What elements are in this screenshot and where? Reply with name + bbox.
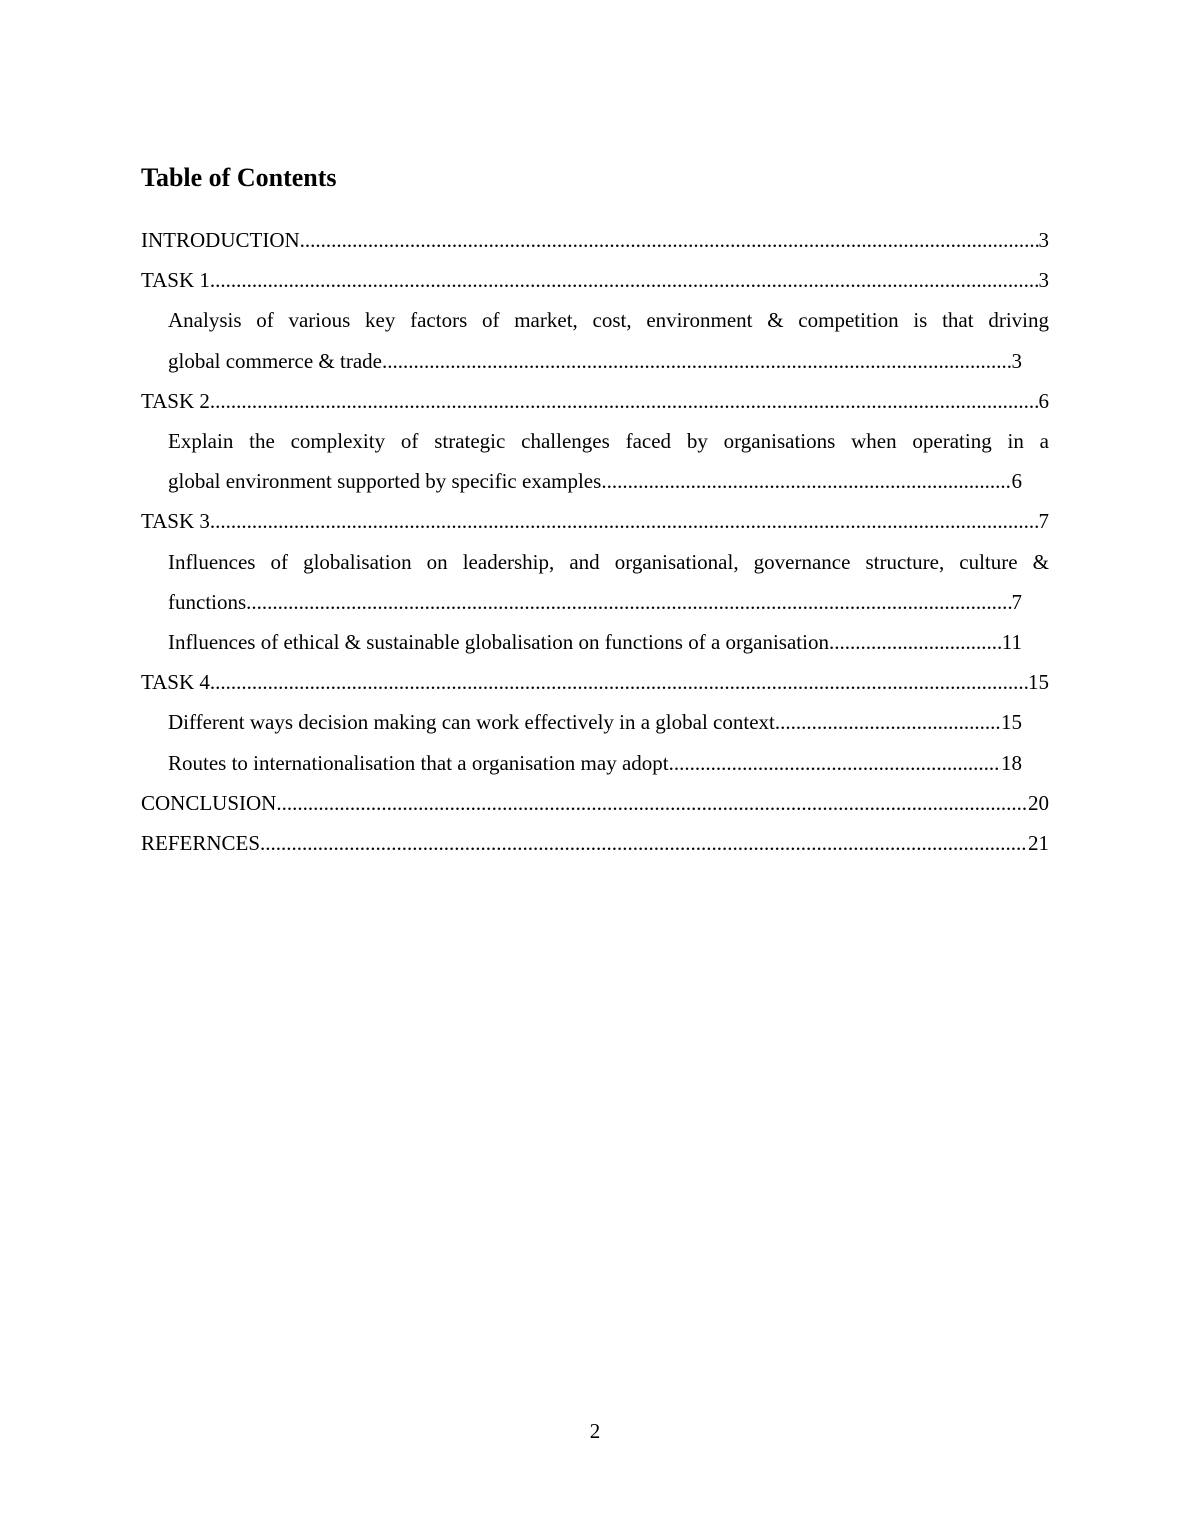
toc-entry-line2 [168,461,1022,501]
toc-entry-label: Different ways decision making can work effectively in a global context [168,710,775,735]
toc-entry-task-2[interactable] [141,381,1049,421]
page-number: 2 [589,1419,601,1443]
toc-entry-label-line1: Explain the complexity of strategic challenges faced by organisations when operating in a [168,429,1049,454]
toc-entry-decision-making[interactable] [168,702,1022,742]
toc-entry-page: 15 [1001,710,1022,735]
toc-entry-task-1[interactable] [141,260,1049,300]
dot-leader [669,743,1001,783]
toc-entry-analysis-key-factors[interactable] [168,300,1049,380]
toc-entry-label: TASK 2 [141,388,210,413]
toc-entry-page: 6 [1038,388,1049,413]
toc-entry-conclusion[interactable] [141,783,1049,823]
toc-entry-page: 7 [1038,509,1049,534]
dot-leader [210,501,1039,541]
dot-leader [246,582,1011,622]
toc-entry-references[interactable] [141,823,1049,863]
toc-entry-label: TASK 4 [141,670,210,695]
toc-entry-strategic-challenges[interactable] [168,421,1049,501]
toc-entry-page: 11 [1001,630,1022,655]
dot-leader [276,783,1028,823]
toc-entry-internationalisation-routes[interactable] [168,743,1022,783]
toc-entry-task-4[interactable] [141,662,1049,702]
toc-entry-page: 7 [1011,589,1022,614]
toc-entry-label: Routes to internationalisation that a organisation may adopt [168,750,669,775]
toc-entry-label-line2: functions [168,589,247,614]
toc-entry-page: 3 [1038,228,1049,252]
dot-leader [210,662,1028,702]
dot-leader [382,341,1012,381]
toc-entry-label-line2: global environment supported by specific examples [168,469,602,494]
dot-leader [260,823,1028,863]
toc-entry-globalisation-leadership[interactable] [168,542,1049,622]
toc-entry-label: INTRODUCTION [141,228,300,252]
toc-entry-label-line1: Analysis of various key factors of market, cost, environment & competition is that driving [168,308,1049,333]
dot-leader [775,702,1001,742]
dot-leader [300,220,1039,260]
toc-entry-page: 15 [1028,670,1049,695]
toc-entry-label-line1: Influences of globalisation on leadership, and organisational, governance structure, culture & [168,549,1049,574]
toc-entry-page: 3 [1011,348,1022,373]
toc-entry-page: 6 [1011,469,1022,494]
toc-entry-label: Influences of ethical & sustainable globalisation on functions of a organisation [168,630,829,655]
toc-entry-label-line2: global commerce & trade [168,348,382,373]
toc-entry-label: CONCLUSION [141,790,277,815]
dot-leader [210,260,1039,300]
dot-leader [829,622,1002,662]
dot-leader [601,461,1011,501]
toc-entry-page: 20 [1028,790,1049,815]
toc-entry-line2 [168,582,1022,622]
toc-entry-introduction[interactable] [141,220,1049,260]
toc-entry-page: 18 [1001,750,1022,775]
toc-entry-label: REFERNCES [141,831,261,856]
toc-entry-label: TASK 1 [141,268,210,293]
toc-entry-ethical-globalisation[interactable] [168,622,1022,662]
toc-entry-label: TASK 3 [141,509,210,534]
table-of-contents [141,160,1049,863]
toc-title: Table of Contents [141,163,337,192]
toc-entry-task-3[interactable] [141,501,1049,541]
toc-entry-line2 [168,341,1022,381]
dot-leader [210,381,1039,421]
toc-entry-page: 21 [1028,831,1049,856]
toc-entry-page: 3 [1038,268,1049,293]
